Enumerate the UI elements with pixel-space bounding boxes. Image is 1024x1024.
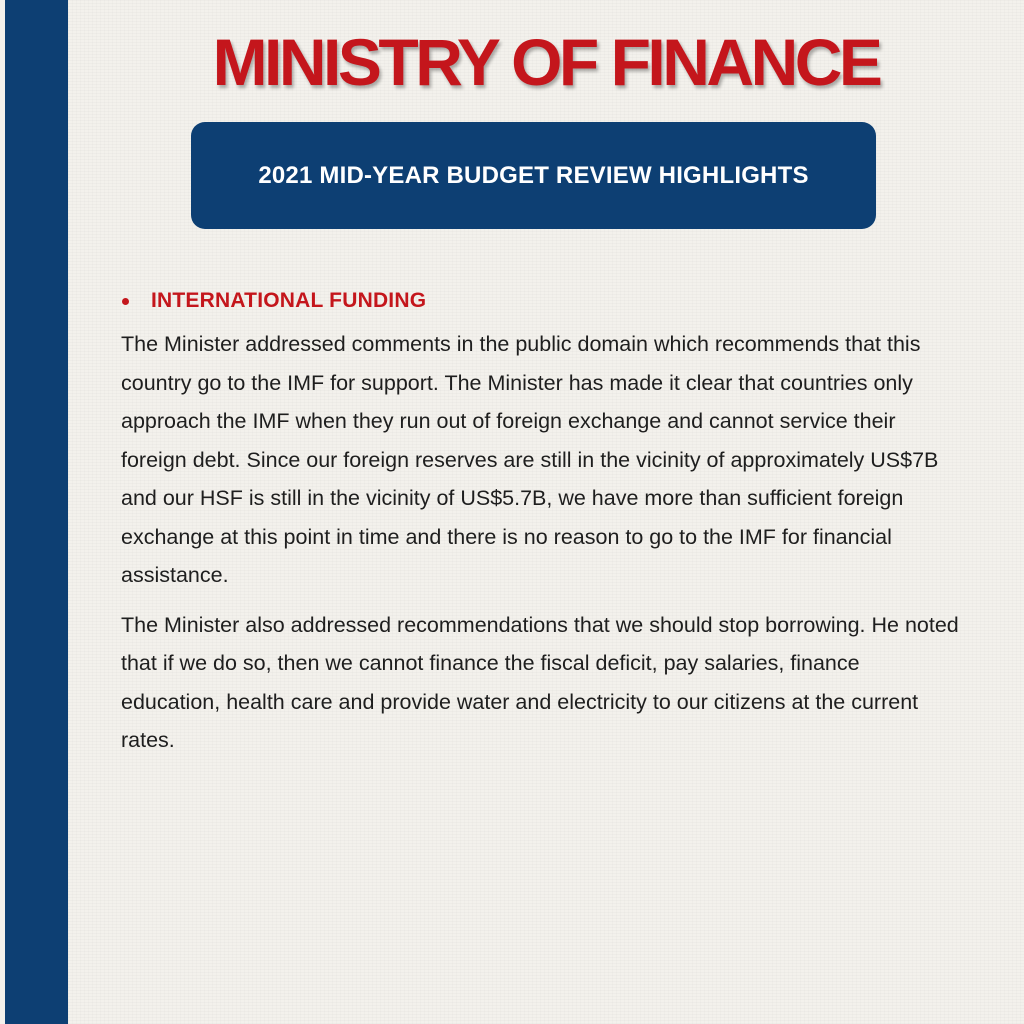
international-funding-section	[121, 285, 961, 771]
paragraph-imf-support: The Minister addressed comments in the public domain which recommends that this country go to the IMF for support. The Minister has made it clear that countries only approach the IMF when they run out of foreign exchange and cannot service their foreign debt. Since our foreign reserves are still in the vicinity of approximately US$7B and our HSF is still in the vicinity of US$5.7B, we have more than sufficient foreign exchange at this point in time and there is no reason to go to the IMF for financial assistance.	[121, 332, 939, 587]
section-heading-text: INTERNATIONAL FUNDING	[151, 289, 427, 312]
page-title: MINISTRY OF FINANCE	[212, 25, 880, 99]
section-heading	[121, 285, 961, 317]
left-page-edge	[0, 0, 5, 1024]
bullet-icon	[122, 298, 129, 305]
left-accent-bar	[0, 0, 68, 1024]
banner-text: 2021 MID-YEAR BUDGET REVIEW HIGHLIGHTS	[258, 161, 809, 189]
highlights-banner	[191, 122, 876, 229]
paragraph-stop-borrowing: The Minister also addressed recommendations that we should stop borrowing. He noted that if we do so, then we cannot finance the fiscal deficit, pay salaries, finance education, health care and provide water and electricity to our citizens at the current rates.	[121, 612, 959, 752]
